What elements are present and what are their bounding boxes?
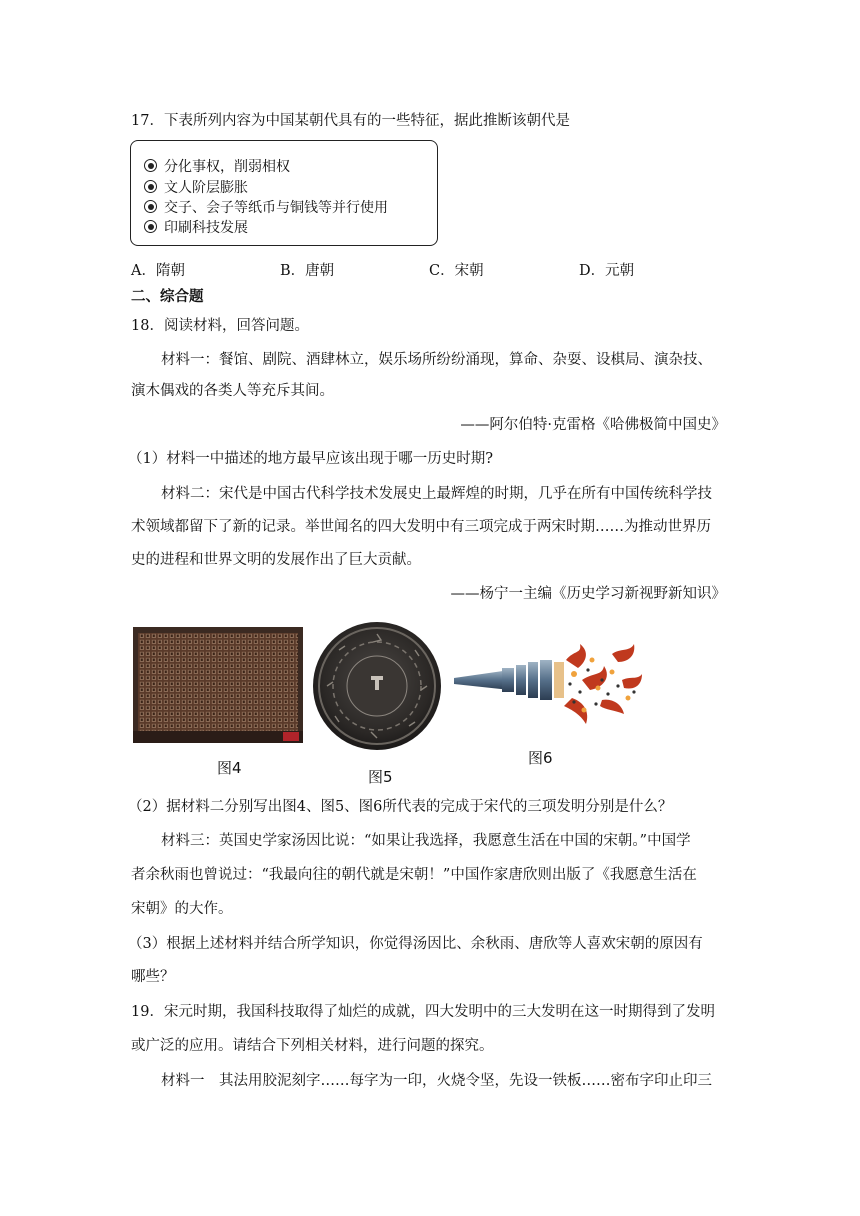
q17-option-d: D．元朝 [579, 263, 635, 279]
q17-option-c: C．宋朝 [429, 263, 484, 279]
q18-material1-source: ——阿尔伯特·克雷格《哈佛极简中国史》 [460, 417, 726, 433]
figure-4-caption: 图4 [217, 759, 242, 777]
q18-material2-line2: 术领域都留下了新的记录。举世闻名的四大发明中有三项完成于两宋时期……为推动世界历 [131, 519, 711, 535]
bullseye-icon [144, 200, 157, 213]
bullseye-icon [144, 180, 157, 193]
q17-option-b: B．唐朝 [280, 263, 335, 279]
q18-material1-line2: 演木偶戏的各类人等充斥其间。 [131, 383, 334, 399]
gunpowder-rocket-image [452, 640, 644, 736]
q17-feature-1: 分化事权，削弱相权 [144, 156, 290, 176]
figure-6-image [452, 640, 644, 736]
q18-material3-line2: 者余秋雨也曾说过：“我最向往的朝代就是宋朝！”中国作家唐欣则出版了《我愿意生活在 [131, 867, 697, 883]
q18-material2-line3: 史的进程和世界文明的发展作出了巨大贡献。 [131, 552, 421, 568]
q18-material2-source: ——杨宁一主编《历史学习新视野新知识》 [450, 586, 726, 602]
q18-material3-line3: 宋朝》的大作。 [131, 901, 233, 917]
q18-sub3-line1: （3）根据上述材料并结合所学知识，你觉得汤因比、余秋雨、唐欣等人喜欢宋朝的原因有 [128, 936, 703, 952]
q18-material1-line1: 材料一：餐馆、剧院、酒肆林立，娱乐场所纷纷涌现，算命、杂耍、设棋局、演杂技、 [161, 352, 712, 368]
q17-feature-box [130, 140, 438, 246]
q17-feature-4: 印刷科技发展 [144, 217, 248, 237]
q19-stem-line1: 19．宋元时期，我国科技取得了灿烂的成就，四大发明中的三大发明在这一时期得到了发明 [131, 1004, 715, 1020]
q18-material2-line1: 材料二：宋代是中国古代科学技术发展史上最辉煌的时期，几乎在所有中国传统科学技 [161, 486, 712, 502]
movable-type-tray-image [133, 627, 303, 743]
q17-option-a: A．隋朝 [131, 263, 185, 279]
figure-5-image [311, 620, 443, 752]
q19-stem-line2: 或广泛的应用。请结合下列相关材料，进行问题的探究。 [131, 1038, 494, 1054]
q17-stem: 17．下表所列内容为中国某朝代具有的一些特征，据此推断该朝代是 [131, 113, 570, 129]
q18-stem: 18．阅读材料，回答问题。 [131, 318, 309, 334]
figure-5-caption: 图5 [368, 768, 393, 786]
q18-sub1: （1）材料一中描述的地方最早应该出现于哪一历史时期? [128, 451, 493, 467]
bullseye-icon [144, 220, 157, 233]
figure-6-caption: 图6 [528, 749, 553, 767]
figure-4-image [133, 627, 303, 743]
q17-feature-3: 交子、会子等纸币与铜钱等并行使用 [144, 197, 388, 217]
q19-material1: 材料一 其法用胶泥刻字……每字为一印，火烧令坚，先设一铁板……密布字印止印三 [161, 1073, 712, 1089]
q18-sub2: （2）据材料二分别写出图4、图5、图6所代表的完成于宋代的三项发明分别是什么？ [128, 799, 673, 815]
q17-feature-2: 文人阶层膨胀 [144, 177, 248, 197]
section-title: 二、综合题 [131, 288, 204, 305]
bullseye-icon [144, 159, 157, 172]
compass-disc-image [311, 620, 443, 752]
q18-material3-line1: 材料三：英国史学家汤因比说：“如果让我选择，我愿意生活在中国的宋朝。”中国学 [161, 833, 691, 849]
q18-sub3-line2: 哪些？ [131, 969, 175, 985]
